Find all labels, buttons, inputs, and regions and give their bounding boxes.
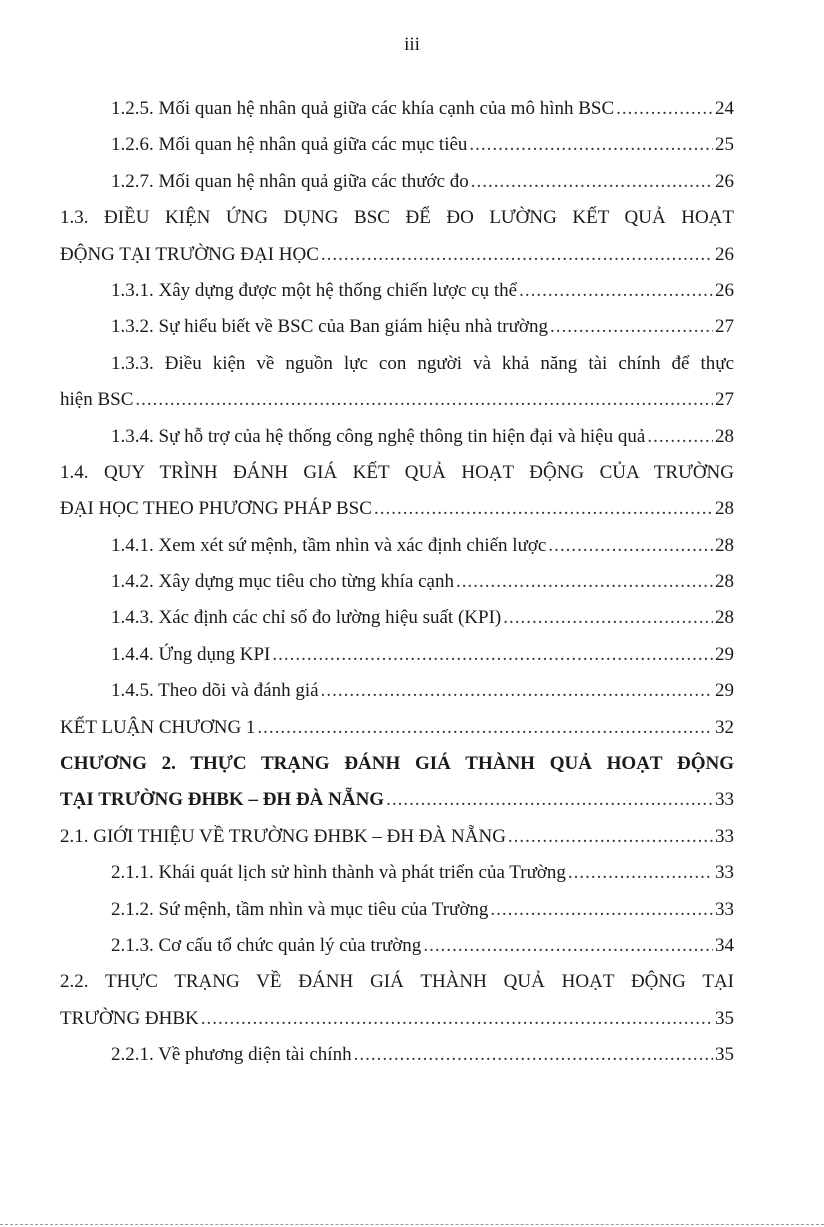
- toc-leader-dots: [503, 607, 713, 629]
- toc-entry-page: 28: [715, 498, 734, 520]
- toc-entry[interactable]: [60, 826, 734, 862]
- toc-leader-dots: [471, 171, 713, 193]
- toc-entry-label: TRƯỜNG ĐHBK: [60, 1007, 199, 1029]
- toc-entry[interactable]: [60, 1008, 734, 1044]
- toc-entry-label: ĐẠI HỌC THEO PHƯƠNG PHÁP BSC: [60, 498, 372, 520]
- toc-entry-page: 28: [715, 534, 734, 556]
- toc-leader-dots: [548, 535, 713, 557]
- toc-entry[interactable]: [60, 607, 734, 643]
- toc-entry[interactable]: [60, 280, 734, 316]
- toc-entry-label: KẾT LUẬN CHƯƠNG 1: [60, 716, 256, 738]
- toc-leader-dots: [201, 1008, 713, 1030]
- toc-entry[interactable]: [60, 935, 734, 971]
- toc-leader-dots: [321, 680, 713, 702]
- page-bottom-edge: [0, 1224, 824, 1226]
- toc-entry-page: 26: [715, 243, 734, 265]
- toc-entry-label: 1.4.4. Ứng dụng KPI: [111, 643, 271, 665]
- toc-leader-dots: [272, 644, 713, 666]
- toc-entry-page: 33: [715, 898, 734, 920]
- toc-entry-label: 1.2.5. Mối quan hệ nhân quả giữa các khía cạnh của mô hình BSC: [111, 98, 615, 119]
- toc-entry[interactable]: [60, 571, 734, 607]
- toc-entry-label: ĐỘNG TẠI TRƯỜNG ĐẠI HỌC: [60, 243, 319, 265]
- toc-leader-dots: [616, 98, 713, 120]
- toc-entry-label: 1.4.1. Xem xét sứ mệnh, tầm nhìn và xác định chiến lược: [111, 534, 547, 556]
- toc-entry-label: hiện BSC: [60, 389, 134, 411]
- toc-leader-dots: [508, 826, 713, 848]
- toc-entry-label: 1.3.1. Xây dựng được một hệ thống chiến lược cụ thể: [111, 279, 518, 301]
- page-number: iii: [404, 34, 420, 55]
- toc-entry-page: 33: [715, 862, 734, 884]
- toc-entry-label: 1.2.7. Mối quan hệ nhân quả giữa các thước đo: [111, 170, 469, 192]
- toc-entry-label: 2.1.2. Sứ mệnh, tầm nhìn và mục tiêu của Trường: [111, 898, 489, 920]
- toc-entry[interactable]: [60, 171, 734, 207]
- toc-leader-dots: [647, 426, 713, 448]
- toc-leader-dots: [374, 498, 713, 520]
- toc-leader-dots: [386, 789, 713, 811]
- toc-entry-label: 1.4.5. Theo dõi và đánh giá: [111, 680, 319, 702]
- toc-entry-page: 32: [715, 716, 734, 738]
- toc-entry-label: 2.1.3. Cơ cấu tổ chức quản lý của trường: [111, 934, 422, 956]
- toc-leader-dots: [423, 935, 713, 957]
- toc-entry-page: 25: [715, 134, 734, 156]
- toc-entry-label: 2.1.1. Khái quát lịch sử hình thành và phát triển của Trường: [111, 862, 566, 884]
- toc-entry-page: 33: [715, 825, 734, 847]
- toc-leader-dots: [490, 899, 713, 921]
- toc-entry-label: 1.2.6. Mối quan hệ nhân quả giữa các mục tiêu: [111, 134, 468, 156]
- toc-chapter-heading-line[interactable]: CHƯƠNG 2. THỰC TRẠNG ĐÁNH GIÁ THÀNH QUẢ HOẠT ĐỘNG: [60, 753, 734, 775]
- toc-leader-dots: [354, 1044, 713, 1066]
- toc-leader-dots: [469, 134, 713, 156]
- toc-entry-page: 35: [715, 1044, 734, 1066]
- toc-entry-page: 35: [715, 1007, 734, 1029]
- toc-entry-page: 26: [715, 279, 734, 301]
- toc-entry-label: 2.1. GIỚI THIỆU VỀ TRƯỜNG ĐHBK – ĐH ĐÀ NẴNG: [60, 825, 506, 847]
- toc-entry-label: 1.4.2. Xây dựng mục tiêu cho từng khía cạnh: [111, 571, 454, 593]
- toc-section-heading-line[interactable]: 1.4. QUY TRÌNH ĐÁNH GIÁ KẾT QUẢ HOẠT ĐỘNG CỦA TRƯỜNG: [60, 461, 734, 483]
- toc-entry[interactable]: [60, 862, 734, 898]
- toc-entry-page: 26: [715, 170, 734, 192]
- toc-section-heading-line[interactable]: 1.3. ĐIỀU KIỆN ỨNG DỤNG BSC ĐỂ ĐO LƯỜNG KẾT QUẢ HOẠT: [60, 207, 734, 229]
- toc-entry[interactable]: [60, 98, 734, 134]
- toc-leader-dots: [135, 389, 713, 411]
- table-of-contents: [60, 98, 734, 1081]
- toc-leader-dots: [321, 244, 713, 266]
- toc-entry-page: 28: [715, 425, 734, 447]
- toc-entry-page: 33: [715, 789, 734, 811]
- toc-leader-dots: [519, 280, 713, 302]
- toc-entry[interactable]: [60, 498, 734, 534]
- toc-entry-page: 27: [715, 316, 734, 338]
- toc-entry-label: 2.2.1. Về phương diện tài chính: [111, 1044, 352, 1066]
- toc-entry-page: 24: [715, 98, 734, 119]
- toc-entry[interactable]: [60, 680, 734, 716]
- toc-leader-dots: [568, 862, 713, 884]
- toc-entry[interactable]: [60, 389, 734, 425]
- toc-entry[interactable]: [60, 316, 734, 352]
- toc-leader-dots: [257, 717, 713, 739]
- toc-entry[interactable]: [60, 1044, 734, 1080]
- toc-entry[interactable]: [60, 134, 734, 170]
- toc-entry-label: 1.3.4. Sự hỗ trợ của hệ thống công nghệ thông tin hiện đại và hiệu quả: [111, 425, 646, 447]
- toc-entry-label: 1.3.2. Sự hiểu biết về BSC của Ban giám hiệu nhà trường: [111, 316, 548, 338]
- toc-entry-page: 28: [715, 571, 734, 593]
- toc-entry[interactable]: [60, 244, 734, 280]
- toc-entry-page: 34: [715, 934, 734, 956]
- toc-entry-page: 27: [715, 389, 734, 411]
- toc-entry[interactable]: [60, 789, 734, 825]
- toc-entry-label: TẠI TRƯỜNG ĐHBK – ĐH ĐÀ NẴNG: [60, 789, 385, 811]
- toc-entry-label: 1.4.3. Xác định các chỉ số đo lường hiệu suất (KPI): [111, 607, 502, 629]
- toc-entry[interactable]: [60, 717, 734, 753]
- toc-section-heading-line[interactable]: 2.2. THỰC TRẠNG VỀ ĐÁNH GIÁ THÀNH QUẢ HOẠT ĐỘNG TẠI: [60, 971, 734, 993]
- toc-entry[interactable]: [60, 644, 734, 680]
- toc-entry-page: 29: [715, 680, 734, 702]
- toc-entry[interactable]: [60, 899, 734, 935]
- toc-entry[interactable]: [60, 535, 734, 571]
- toc-entry-page: 28: [715, 607, 734, 629]
- toc-leader-dots: [456, 571, 713, 593]
- toc-entry-page: 29: [715, 643, 734, 665]
- toc-entry-wrapped-line[interactable]: 1.3.3. Điều kiện về nguồn lực con người và khả năng tài chính để thực: [111, 352, 734, 374]
- toc-leader-dots: [550, 316, 713, 338]
- toc-entry[interactable]: [60, 426, 734, 462]
